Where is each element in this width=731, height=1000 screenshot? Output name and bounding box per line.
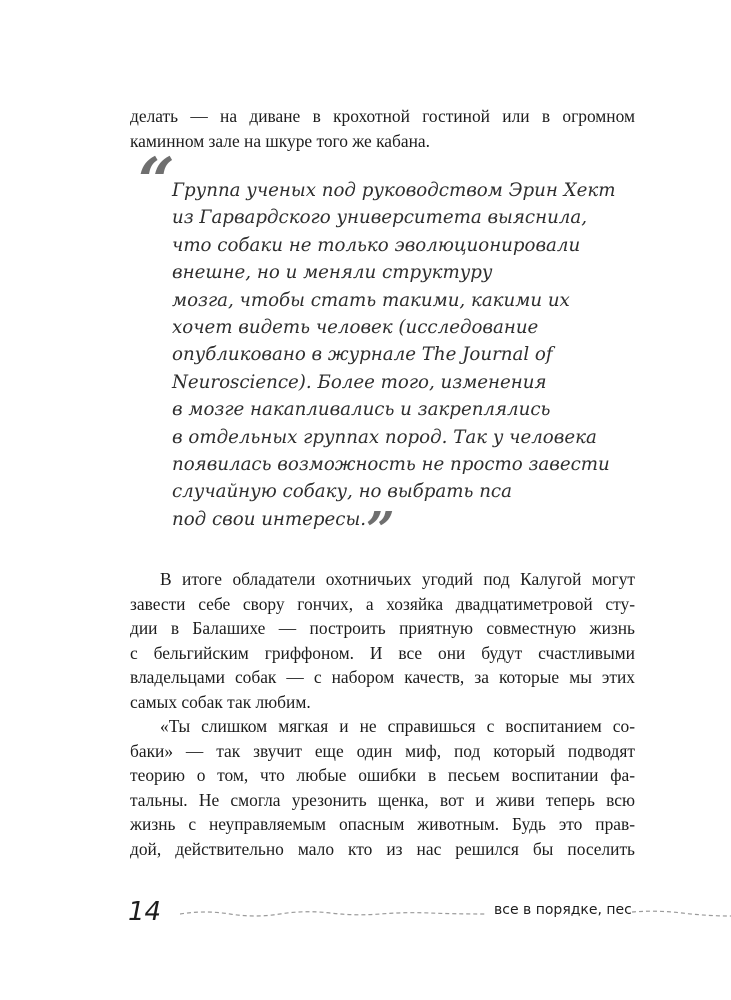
text-line: завести себе свору гончих, а хозяйка двадцатиметровой сту- (130, 593, 635, 614)
text-line: баки» — так звучит еще один миф, под который подводят (130, 740, 635, 761)
text-line: жизнь с неуправляемым опасным животным. Будь это прав- (130, 814, 635, 834)
text-line: с бельгийским гриффоном. И все они будут счастливыми (130, 642, 635, 663)
quote-line: Группа ученых под руководством Эрин Хект (172, 180, 616, 201)
text-line: владельцами собак — с набором качеств, за которые мы этих (130, 667, 635, 687)
text-line: делать — на диване в крохотной гостиной или в огромном (130, 106, 635, 126)
quote-line: из Гарвардского университета выяснила, (172, 207, 588, 229)
footer-divider-left (180, 906, 486, 920)
body-paragraph (130, 714, 635, 861)
text-line: тальны. Не смогла урезонить щенка, вот и живи теперь всю (130, 789, 635, 810)
text-line: теорию о том, что любые ошибки в песьем воспитании фа- (130, 765, 635, 785)
page-number: 14 (128, 897, 162, 927)
quote-line: что собаки не только эволюционировали (172, 234, 581, 256)
text-line: «Ты слишком мягкая и не справишься с воспитанием со- (160, 716, 635, 736)
footer-divider-right (632, 906, 731, 920)
quote-line: под свои интересы. (172, 508, 367, 530)
open-quote-mark: “ (138, 144, 175, 219)
text-line: дой, действительно мало кто из нас решился бы поселить (130, 838, 635, 859)
quote-line: появилась возможность не просто завести (172, 454, 610, 476)
text-line: самых собак так любим. (130, 691, 311, 712)
quote-line: хочет видеть человек (исследование (172, 317, 539, 339)
text-line: каминном зале на шкуре того же кабана. (130, 130, 430, 151)
close-quote-mark: ” (366, 500, 395, 559)
pull-quote (172, 177, 642, 533)
quote-line: опубликовано в журнале The Journal of (172, 344, 553, 366)
top-paragraph (130, 104, 635, 153)
quote-line: случайную собаку, но выбрать пса (172, 481, 512, 503)
text-line: В итоге обладатели охотничьих угодий под Калугой могут (160, 569, 635, 589)
text-line: дии в Балашихе — построить приятную совместную жизнь (130, 618, 635, 638)
quote-line: в мозге накапливались и закреплялись (172, 399, 551, 421)
body-paragraph (130, 567, 635, 714)
quote-line: мозга, чтобы стать такими, какими их (172, 289, 570, 311)
running-footer-title: все в порядке, пес (494, 902, 632, 918)
quote-line: Neuroscience). Более того, изменения (172, 371, 547, 393)
quote-line: внешне, но и меняли структуру (172, 262, 493, 284)
quote-line: в отдельных группах пород. Так у человека (172, 426, 597, 448)
